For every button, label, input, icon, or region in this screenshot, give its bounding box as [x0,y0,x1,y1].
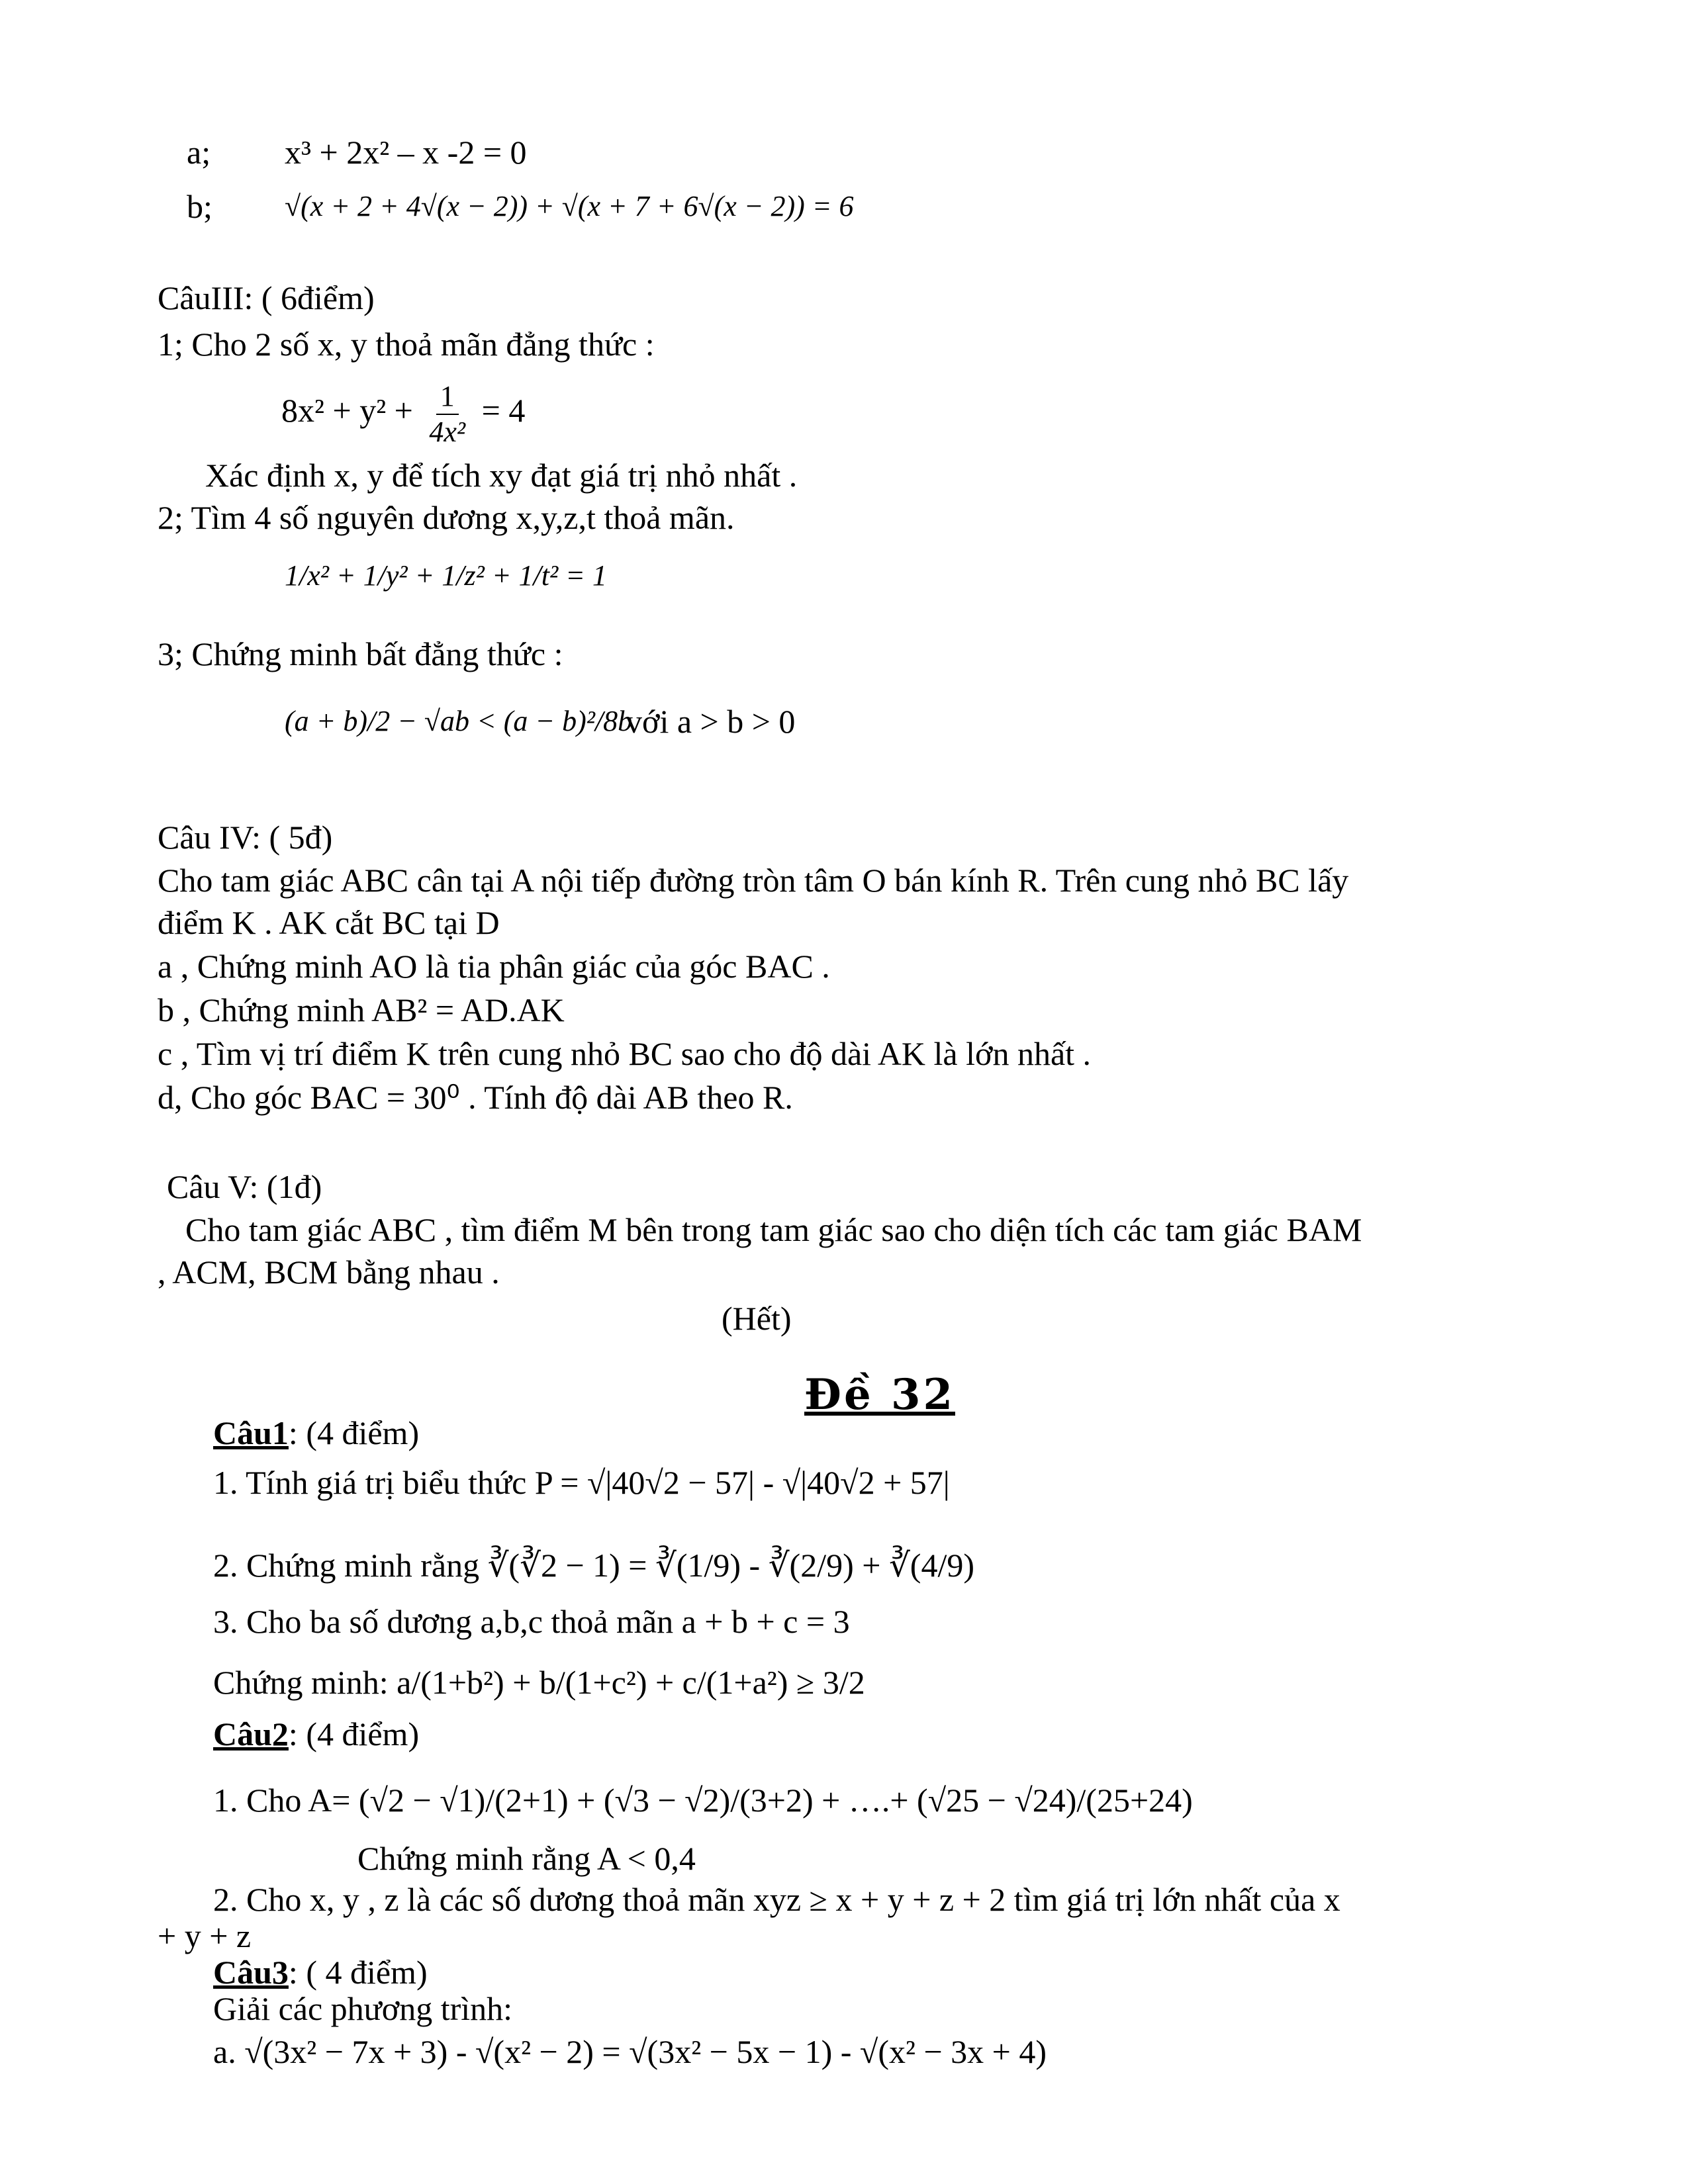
q1-eq-right: = 4 [481,392,526,429]
q1-fraction [425,379,469,449]
cau4-part-b: b , Chứng minh AB² = AD.AK [158,991,565,1028]
cau3-label: Câu3 [213,1954,289,1991]
de32-cau1-title [213,1413,419,1453]
cau3-q1-task: Xác định x, y để tích xy đạt giá trị nhỏ nhất . [205,457,798,494]
de32-cau3-intro: Giải các phương trình: [213,1990,513,2027]
eq-a: x³ + 2x² – x -2 = 0 [285,134,527,171]
de32-cau1-q1: 1. Tính giá trị biểu thức P = √|40√2 − 57| - √|40√2 + 57| [213,1464,950,1501]
de32-cau1-q3-prove: Chứng minh: a/(1+b²) + b/(1+c²) + c/(1+a²) ≥ 3/2 [213,1664,865,1701]
eq-a-label: a; [187,134,211,171]
cau4-part-a: a , Chứng minh AO là tia phân giác của góc BAC . [158,948,830,985]
cau4-part-d: d, Cho góc BAC = 30⁰ . Tính độ dài AB theo R. [158,1079,793,1116]
exam-heading: Đề 32 [804,1370,955,1420]
cau5-line2: , ACM, BCM bằng nhau . [158,1253,500,1291]
cau3-points: : ( 4 điểm) [288,1954,428,1991]
cau2-points: : (4 điểm) [288,1715,420,1752]
de32-cau3-a: a. √(3x² − 7x + 3) - √(x² − 2) = √(3x² − 5x − 1) - √(x² − 3x + 4) [213,2033,1047,2070]
cau3-q1-intro: 1; Cho 2 số x, y thoả mãn đẳng thức : [158,326,655,363]
q1-frac-num: 1 [436,379,459,415]
cau3-q3-condition: với a > b > 0 [626,703,796,740]
cau4-line2: điểm K . AK cắt BC tại D [158,904,500,941]
cau5-line1: Cho tam giác ABC , tìm điểm M bên trong tam giác sao cho diện tích các tam giác BAM [185,1211,1362,1248]
de32-cau2-q1-prove: Chứng minh rằng A < 0,4 [357,1840,696,1877]
q1-frac-den: 4x² [429,415,466,448]
de32-cau2-title [213,1714,419,1754]
de32-cau2-q1: 1. Cho A= (√2 − √1)/(2+1) + (√3 − √2)/(3+2) + ….+ (√25 − √24)/(25+24) [213,1782,1193,1819]
de32-cau1-q2: 2. Chứng minh rằng ∛(∛2 − 1) = ∛(1/9) - ∛(2/9) + ∛(4/9) [213,1547,974,1584]
cau4-part-c: c , Tìm vị trí điểm K trên cung nhỏ BC sao cho độ dài AK là lớn nhất . [158,1035,1092,1072]
de32-cau3-title [213,1952,428,1992]
eq-b-label: b; [187,188,212,225]
cau4-line1: Cho tam giác ABC cân tại A nội tiếp đường tròn tâm O bán kính R. Trên cung nhỏ BC lấy [158,862,1349,899]
cau3-title: CâuIII: ( 6điểm) [158,279,375,316]
cau3-q3-equation: (a + b)/2 − √ab < (a − b)²/8b [285,705,633,737]
end-mark: (Hết) [722,1300,792,1337]
cau3-q3-intro: 3; Chứng minh bất đẳng thức : [158,635,563,672]
cau1-points: : (4 điểm) [288,1414,420,1451]
q1-eq-left: 8x² + y² + [281,392,413,429]
cau2-label: Câu2 [213,1715,289,1752]
cau4-title: Câu IV: ( 5đ) [158,819,333,856]
eq-b: √(x + 2 + 4√(x − 2)) + √(x + 7 + 6√(x − 2)) = 6 [285,190,854,222]
cau3-q1-equation [281,377,525,449]
cau1-label: Câu1 [213,1414,289,1451]
cau3-q2-equation: 1/x² + 1/y² + 1/z² + 1/t² = 1 [285,559,607,592]
de32-cau2-q2-line1: 2. Cho x, y , z là các số dương thoả mãn xyz ≥ x + y + z + 2 tìm giá trị lớn nhất của x [213,1881,1340,1918]
cau3-q2-intro: 2; Tìm 4 số nguyên dương x,y,z,t thoả mãn. [158,499,735,536]
cau5-title: Câu V: (1đ) [167,1168,322,1205]
de32-cau2-q2-line2: + y + z [158,1917,252,1954]
de32-cau1-q3: 3. Cho ba số dương a,b,c thoả mãn a + b + c = 3 [213,1603,850,1640]
